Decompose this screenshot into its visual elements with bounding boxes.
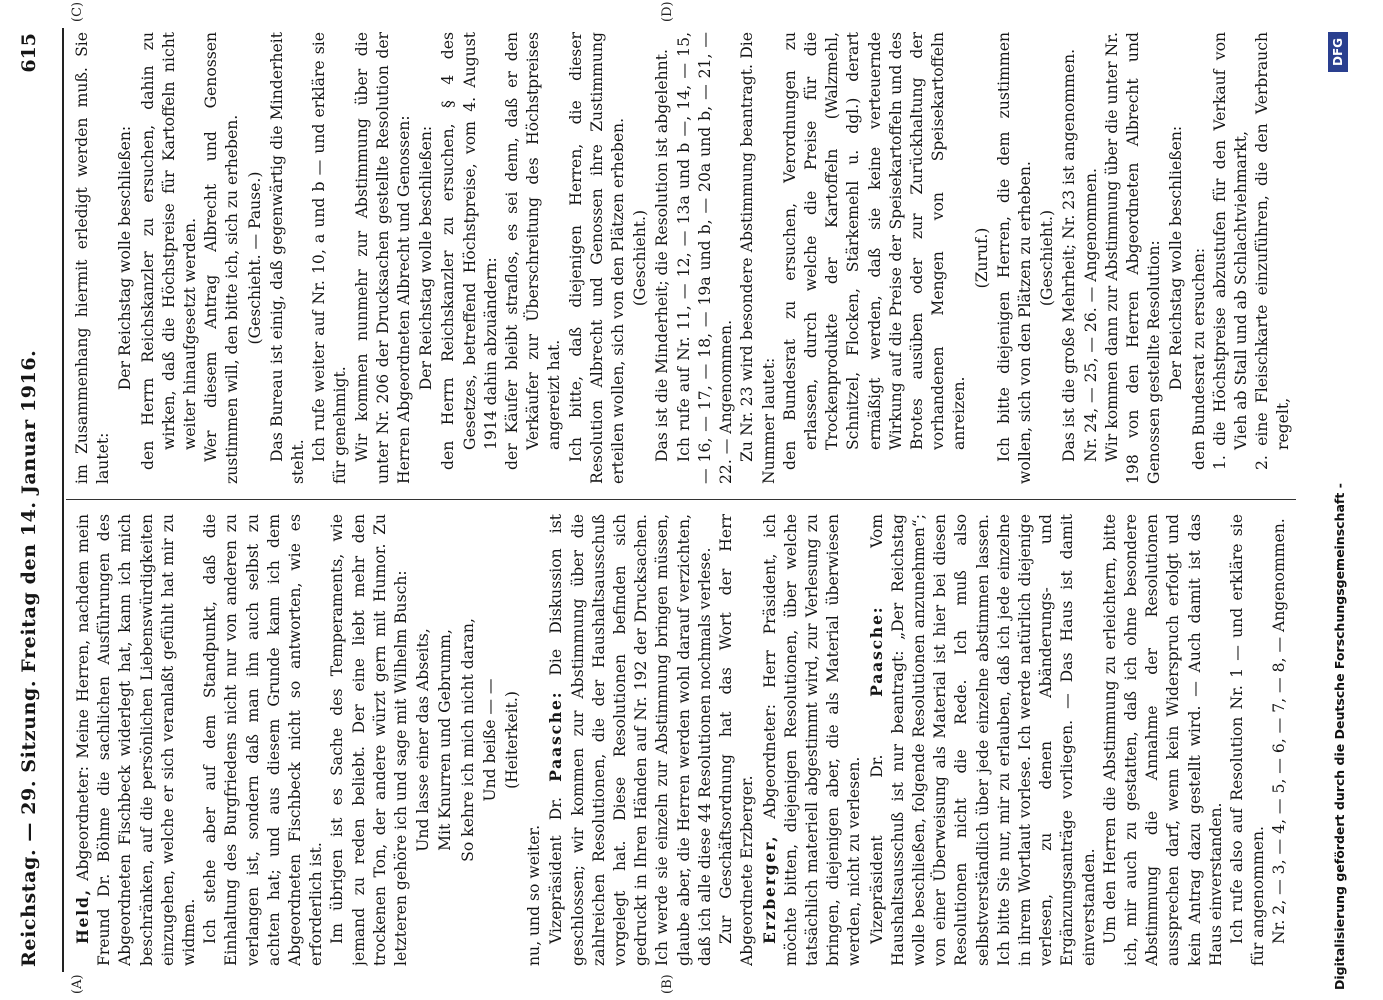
resolution-heading: Der Reichstag wolle beschließen:	[1167, 125, 1186, 391]
header-rule	[62, 28, 64, 972]
paragraph: nu, und so weiter.	[525, 824, 544, 966]
paragraph: Im übrigen ist es Sache des Temperaments, wie jemand zu reden beliebt. Der eine liebt mehr den trockenen Ton, der andere würzt gern mit Humor. Zu letzteren gehöre ich und sage mit Wilhelm Busch:	[328, 514, 411, 966]
resolution-heading: Der Reichstag wolle beschließen:	[116, 125, 135, 391]
paragraph	[545, 514, 716, 966]
left-column	[72, 514, 1292, 966]
paragraph-text: Abgeordneter: Herr Präsident, ich möchte bitten, diejenigen Resolutionen, über welche tatsächlich materiell abgestimmt wird, zur Verlesung zu bringen, diejenigen aber, die als Material überwiesen werden, nicht zu verlesen.	[760, 514, 864, 966]
paragraph	[759, 514, 866, 966]
stage-direction: (Geschieht.)	[631, 209, 650, 307]
quoted-resolution: den Herrn Reichskanzler zu ersuchen, dahin zu wirken, daß die Höchstpreise für Kartoffeln nicht weiter hinaufgesetzt werden.	[138, 32, 200, 470]
margin-marker-d: (D)	[660, 1, 675, 22]
resolution-heading: Der Reichstag wolle beschließen:	[417, 125, 436, 391]
resolution-item: 1. die Höchstpreise abzustufen für den Verkauf von Vieh ab Stall und ab Schlachtviehmarkt,	[1210, 32, 1250, 470]
paragraph: Nr. 24, — 25, — 26. — Angenommen.	[1081, 168, 1100, 462]
dfg-logo: DFG	[1328, 32, 1348, 72]
margin-marker-c: (C)	[70, 1, 85, 22]
speaker-name: Held,	[73, 888, 92, 944]
quoted-resolution: der Käufer bleibt straflos, es sei denn, daß er den Verkäufer zur Überschreitung des Höchstpreises angereizt hat.	[503, 32, 564, 470]
right-column	[72, 32, 1292, 484]
paragraph: Das ist die große Mehrheit; Nr. 23 ist angenommen.	[1060, 48, 1079, 462]
resolution-item: 2. eine Fleischkarte einzuführen, die den Verbrauch regelt,	[1253, 32, 1292, 470]
speaker-name: Paasche:	[866, 605, 886, 697]
paragraph: Ich stehe aber auf dem Standpunkt, daß die Einhaltung des Burgfriedens nicht nur von anderen zu verlangen ist, sondern daß man ihn auch selbst zu achten hat; und aus diesem Grunde kann ich dem Abgeordneten Fischbeck nicht so antworten, wie es erforderlich ist.	[201, 514, 326, 966]
paragraph	[1291, 514, 1292, 966]
paragraph: Nr. 2, — 3, — 4, — 5, — 6, — 7, — 8, — Angenommen.	[1270, 518, 1289, 944]
paragraph	[866, 514, 1100, 966]
paragraph: Wir kommen nunmehr zur Abstimmung über die unter Nr. 206 der Drucksachen gestellte Resolution der Herren Abgeordneten Albrecht und Genossen:	[352, 32, 414, 484]
verse-line: Und lasse einer das Abseits,	[414, 628, 433, 852]
paragraph: im Zusammenhang hiermit erledigt werden muß. Sie lautet:	[73, 32, 113, 484]
paragraph: Wer diesem Antrag Albrecht und Genossen zustimmen will, den bitte ich, sich zu erheben.	[202, 32, 242, 484]
page-header	[0, 28, 60, 972]
verse-line: Mit Knurren und Gebrumm,	[436, 629, 455, 851]
stage-direction: (Geschieht. — Pause.)	[245, 171, 264, 345]
margin-marker-b: (B)	[660, 974, 675, 994]
speaker-name: Erzberger,	[759, 834, 779, 944]
page-number: 615	[18, 33, 40, 73]
paragraph-text: Vom Haushaltsausschuß ist nur beantragt: „Der Reichstag wolle beschließen, folgende Resolutionen anzunehmen“; von einer Überweisung als Material ist hier bei diesen Resolutionen nicht die Rede. Ich muß also selbstverständlich über jede einzelne abstimmen lassen. Ich bitte Sie nur, mir zu erlauben, daß ich jede einzelne in ihrem Wortlaut vorlese. Ich werde natürlich diejenige verlesen, zu denen Abänderungs- und Ergänzungsanträge vorliegen. — Das Haus ist damit einverstanden.	[867, 514, 1098, 966]
stage-direction: (Zuruf.)	[972, 227, 991, 289]
running-head: Reichstag. — 29. Sitzung. Freitag den 14. Januar 1916.	[18, 349, 40, 967]
document-page	[0, 1, 1300, 994]
digitization-footer	[1320, 10, 1360, 990]
speaker-name: Paasche:	[546, 690, 566, 782]
paragraph: Wir kommen dann zur Abstimmung über die unter Nr. 198 von den Herren Abgeordneten Albrecht und Genossen gestellte Resolution:	[1102, 32, 1164, 484]
stage-direction: (Geschieht.)	[1038, 209, 1057, 307]
paragraph	[72, 514, 200, 966]
quoted-resolution: den Herrn Reichskanzler zu ersuchen, § 4 des Gesetzes, betreffend Höchstpreise, vom 4. August 1914 dahin abzuändern:	[439, 32, 500, 470]
column-divider	[66, 499, 1296, 500]
quoted-resolution: den Bundesrat zu ersuchen, Verordnungen zu erlassen, durch welche die Preise für die Trockenprodukte der Kartoffeln (Walzmehl, Schnitzel, Flocken, Stärkemehl u. dgl.) derart ermäßigt werden, daß sie keine verteuernde Wirkung auf die Preise der Speisekartoffeln und des Brotes ausüben oder zur Zurückhaltung der vorhandenen Mengen von Speisekartoffeln anreizen.	[780, 32, 969, 470]
paragraph: Ich bitte diejenigen Herren, die dem zustimmen wollen, sich von den Plätzen zu erheben.	[994, 32, 1034, 484]
quoted-resolution: den Bundesrat zu ersuchen:	[1189, 247, 1208, 470]
paragraph: Das ist die Minderheit; die Resolution ist abgelehnt.	[653, 49, 672, 462]
paragraph-text: Die Diskussion ist geschlossen; wir kommen zur Abstimmung über die zahlreichen Resolutionen, die der Haushaltsausschuß vorgelegt hat. Diese Resolutionen befinden sich gedruckt in Ihren Händen auf Nr. 192 der Drucksachen. Ich werde sie einzeln zur Abstimmung bringen müssen, glaube aber, die Herren werden wohl darauf verzichten, daß ich alle diese 44 Resolutionen nochmals verlese.	[547, 514, 714, 966]
margin-marker-a: (A)	[70, 974, 85, 994]
paragraph: Um den Herren die Abstimmung zu erleichtern, bitte ich, mir auch zu gestatten, daß ich ohne besondere Abstimmung die Annahme der Resolutionen aussprechen darf, wenn kein Widerspruch erfolgt und kein Antrag dazu gestellt wird. — Auch damit ist das Haus einverstanden.	[1100, 514, 1225, 966]
speaker-title: Vizepräsident Dr.	[867, 696, 886, 944]
paragraph: Zu Nr. 23 wird besondere Abstimmung beantragt. Die Nummer lautet:	[738, 32, 778, 484]
paragraph: Ich rufe weiter auf Nr. 10, a und b — und erkläre sie für genehmigt.	[310, 32, 350, 484]
paragraph: Das Bureau ist einig, daß gegenwärtig die Minderheit steht.	[267, 32, 308, 484]
paragraph: Ich rufe also auf Resolution Nr. 1 — und erkläre sie für angenommen.	[1227, 514, 1268, 966]
stage-direction: (Heiterkeit.)	[503, 691, 522, 789]
paragraph: Ich bitte, daß diejenigen Herren, die dieser Resolution Albrecht und Genossen ihre Zustimmung erteilen wollen, sich von den Plätzen erheben.	[566, 32, 628, 484]
dfg-credit-text: Digitalisierung gefördert durch die Deutsche Forschungsgemeinschaft -	[1332, 483, 1347, 990]
paragraph-text: Abgeordneter: Meine Herren, nachdem mein Freund Dr. Böhme die sachlichen Ausführungen des Abgeordneten Fischbeck widerlegt hat, kann ich mich beschränken, auf die persönlichen Liebenswürdigkeiten einzugehen, welche er sich veranlaßt gefühlt hat mir zu widmen.	[74, 514, 199, 966]
speaker-title: Vizepräsident Dr.	[547, 781, 566, 944]
verse-line: So kehre ich mich nicht daran,	[458, 618, 477, 862]
paragraph: Zur Geschäftsordnung hat das Wort der Herr Abgeordnete Erzberger.	[717, 514, 757, 966]
paragraph: Ich rufe auf Nr. 11, — 12, — 13a und b —, 14, — 15, — 16, — 17, — 18, — 19a und b, — 20a und b, — 21, — 22. — Angenommen.	[674, 32, 736, 484]
verse-line: Und beiße — —	[480, 678, 499, 802]
